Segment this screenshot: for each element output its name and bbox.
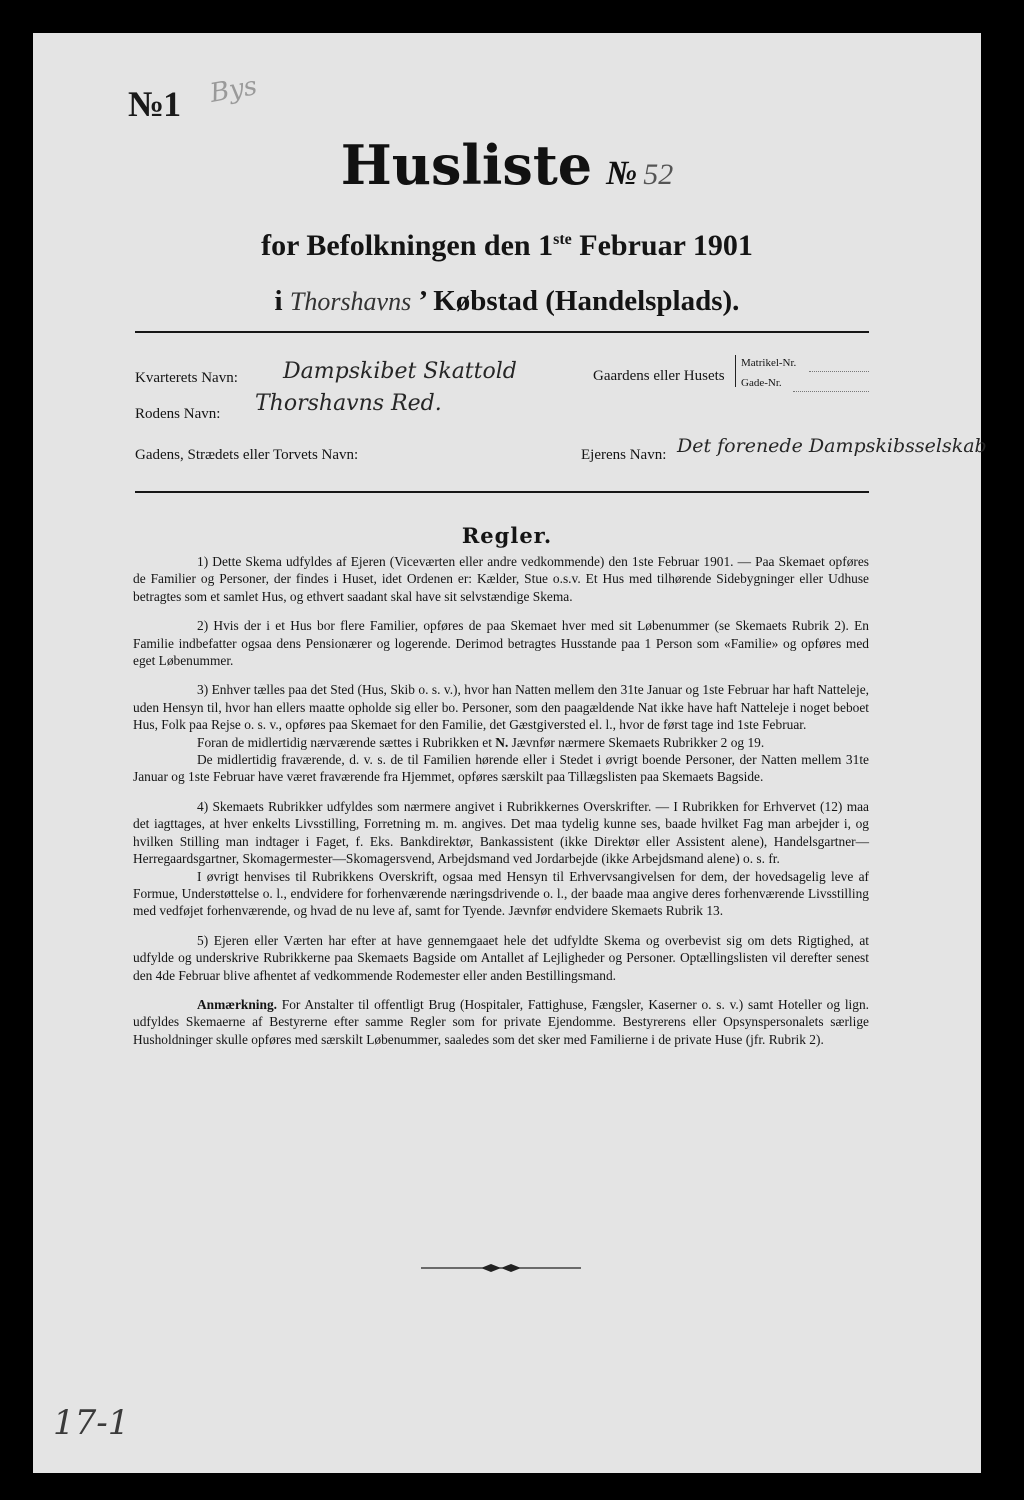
subtitle-date-sup: ste bbox=[553, 231, 572, 248]
roden-value: Thorshavns Red. bbox=[255, 391, 442, 416]
gade-nr-line bbox=[793, 391, 869, 392]
census-form-page bbox=[33, 33, 987, 1473]
town-name-handwritten: Thorshavns bbox=[289, 287, 412, 316]
rule-3: 3) Enhver tælles paa det Sted (Hus, Skib o. s. v.), hvor han Natten mellem den 31te Januar og 1ste Februar har haft Natteleje, uden Hensyn til, hvor han ellers maatte opholde sig eller bo. Personer, som den paagældende Nat ikke have haft Natteleje i noget beboet Hus, Folk paa Rejse o. s. v., opføres paa Skemaet for den Familie, det Gæstgiversted el. l., hvor de først tage ind 1ste Februar. bbox=[133, 682, 869, 733]
page-mark-handwritten: 17-1 bbox=[53, 1403, 130, 1443]
rule-1: 1) Dette Skema udfyldes af Ejeren (Viceværten eller andre vedkommende) den 1ste Februar 1901. — Paa Skemaet opføres de Familier og Personer, der findes i Huset, idet Ordenen er: Kælder, Stue o.s.v. Et Hus med tilhørende Sidebygninger eller Udhuse betragtes som et samlet Hus, og ethvert saadant skal have sit selvstændige Skema. bbox=[133, 554, 869, 604]
rules-heading: Regler. bbox=[461, 523, 553, 548]
rule-2: 2) Hvis der i et Hus bor flere Familier, opføres de paa Skemaet hver med sit Løbenummer (se Skemaets Rubrik 2). En Familie indbefatter ogsaa dens Pensionærer og logerende. Derimod betragtes Husstande paa 1 Person som «Familie» og opføres med eget Løbenummer. bbox=[133, 618, 869, 669]
brace bbox=[735, 355, 738, 387]
note-label: Anmærkning. bbox=[197, 996, 277, 1012]
title-text: Husliste bbox=[340, 133, 593, 197]
rules-text bbox=[133, 553, 869, 1060]
rule-3b-pre: Foran de midlertidig nærværende sættes i Rubrikken et bbox=[197, 734, 496, 750]
note bbox=[133, 996, 869, 1048]
ejer-value: Det forenede Dampskibsselskab bbox=[677, 435, 987, 457]
number-symbol: № bbox=[606, 155, 638, 192]
kvarter-label: Kvarterets Navn: bbox=[135, 370, 238, 386]
subtitle-date-text: for Befolkningen den 1 bbox=[261, 229, 554, 262]
rule-3b-post: Jævnfør nærmere Skemaets Rubrikker 2 og 19. bbox=[508, 734, 765, 750]
rule-3b bbox=[133, 734, 869, 751]
subtitle-town-prefix: i bbox=[274, 285, 283, 317]
form-number: №1 bbox=[128, 84, 181, 124]
subtitle-town-suffix: Købstad (Handelsplads). bbox=[433, 285, 740, 317]
rule-3c: De midlertidig fraværende, d. v. s. de til Familien hørende eller i Stedet i øvrigt boende Personer, der Natten mellem 31te Januar og 1ste Februar have været fraværende fra Hjemmet, opføres særskilt paa Tillægslisten paa Skemaets Bagside. bbox=[133, 752, 869, 785]
corner-handwriting: Bys bbox=[207, 71, 260, 109]
gaarden-label: Gaardens eller Husets bbox=[593, 368, 725, 384]
ejer-label: Ejerens Navn: bbox=[581, 447, 667, 463]
note-text: For Anstalter til offentligt Brug (Hospitaler, Fattighuse, Fængsler, Kaserner o. s. v.) samt Hoteller og lign. udfyldes Skemaerne af Bestyrerne efter samme Regler som for private Ejendomme. Bestyrerens eller Opsynspersonalets særlige Husholdninger skulle opføres med særskilt Løbenummer, saaledes som det sker med Familierne i de private Huse (jfr. Rubrik 2). bbox=[133, 996, 869, 1047]
kvarter-value: Dampskibet Skattold bbox=[283, 359, 517, 384]
gaden-label: Gadens, Strædets eller Torvets Navn: bbox=[135, 447, 359, 463]
matrikel-label: Matrikel-Nr. bbox=[741, 357, 797, 369]
list-number: 52 bbox=[643, 158, 674, 191]
subtitle-date bbox=[33, 229, 981, 263]
top-rule bbox=[135, 331, 869, 333]
rule-3b-bold: N. bbox=[495, 734, 509, 750]
rule-4b: I øvrigt henvises til Rubrikkens Overskrift, ogsaa med Hensyn til Erhvervsangivelsen for dem, der hovedsagelig leve af Formue, Understøttelse o. l., endvidere for forhenværende næringsdrivende o. l., der baade maa angive deres forhenværende Livsstilling med vedføjet forhenværende, og hvad de nu leve af, samt for Tyende. Jævnfør endvidere Skemaets Rubrik 13. bbox=[133, 868, 869, 919]
rule-5: 5) Ejeren eller Værten har efter at have gennemgaaet hele det udfyldte Skema og overbevist sig om dets Rigtighed, at udfylde og underskrive Rubrikkerne paa Skemaets Bagside om Antallet af Lejligheder og Personer. Optællingslisten vil derefter senest den 4de Februar blive afhentet af vedkommende Rodemester eller anden Bestillingsmand. bbox=[133, 932, 869, 983]
subtitle-date-year: Februar 1901 bbox=[571, 229, 753, 262]
matrikel-line bbox=[809, 371, 869, 372]
page-title bbox=[33, 133, 981, 197]
mid-rule bbox=[135, 491, 869, 493]
rule-4: 4) Skemaets Rubrikker udfyldes som nærmere angivet i Rubrikkernes Overskrifter. — I Rubrikken for Erhvervet (12) maa det iagttages, at hver enkelts Livsstilling, Forretning m. m. angives. Det maa tydelig kunne ses, baade hvilket Fag man arbejder i, og hvilken Stilling man indtager i Faget, f. Eks. Bankdirektør, Bankassistent (ikke Direktør eller Assistent alene), Handelsgartner—Herregaardsgartner, Skomagermester—Skomagersvend, Arbejdsmand ved Jordarbejde (ikke Arbejdsmand alene) o. s. fr. bbox=[133, 798, 869, 867]
gade-nr-label: Gade-Nr. bbox=[741, 377, 782, 389]
subtitle-town: i Thorshavns ’ Købstad (Handelsplads). bbox=[274, 285, 740, 317]
roden-label: Rodens Navn: bbox=[135, 406, 221, 422]
ornament-divider bbox=[421, 1261, 581, 1275]
